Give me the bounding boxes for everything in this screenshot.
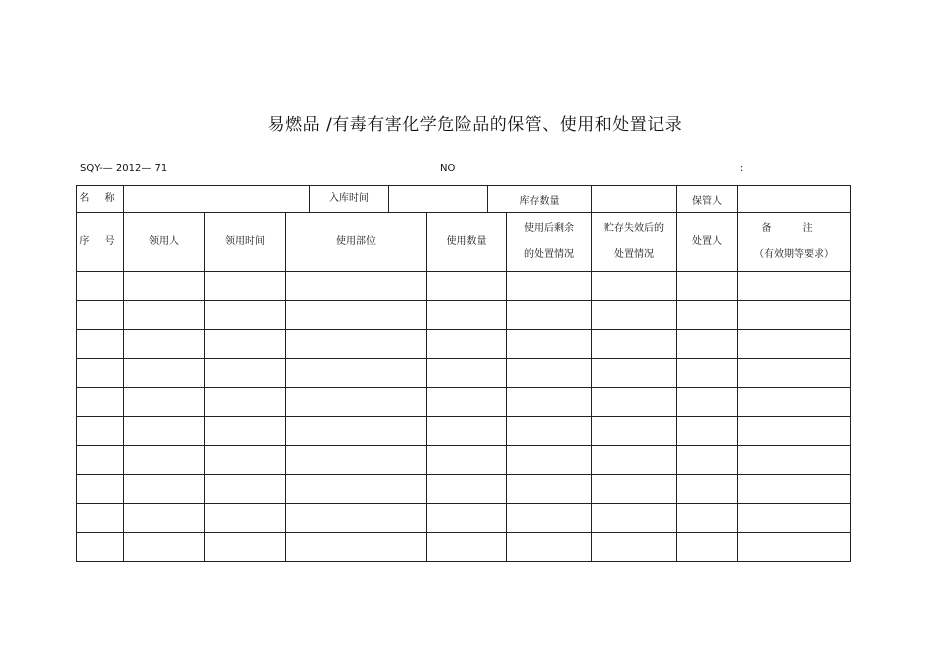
table-row <box>77 301 851 330</box>
table-row <box>77 533 851 562</box>
table-cell[interactable] <box>677 388 738 417</box>
table-cell[interactable] <box>427 330 507 359</box>
table-cell[interactable] <box>738 504 851 533</box>
table-cell[interactable] <box>205 388 286 417</box>
table-cell[interactable] <box>124 388 205 417</box>
col-header-remarks: 备 注 （有效期等要求） <box>738 213 851 272</box>
table-cell[interactable] <box>507 359 592 388</box>
col-header-usage-quantity: 使用数量 <box>427 213 507 272</box>
table-cell[interactable] <box>738 475 851 504</box>
table-cell[interactable] <box>592 504 677 533</box>
table-cell[interactable] <box>124 359 205 388</box>
col-header-expired-disposal: 贮存失效后的 处置情况 <box>592 213 677 272</box>
stock-qty-label: 库存数量 <box>488 186 592 213</box>
table-cell[interactable] <box>738 301 851 330</box>
table-cell[interactable] <box>592 388 677 417</box>
table-cell[interactable] <box>286 388 427 417</box>
table-cell[interactable] <box>205 272 286 301</box>
table-cell[interactable] <box>507 388 592 417</box>
table-cell[interactable] <box>205 417 286 446</box>
table-cell[interactable] <box>738 417 851 446</box>
table-cell[interactable] <box>286 504 427 533</box>
table-cell[interactable] <box>507 301 592 330</box>
table-cell[interactable] <box>77 504 124 533</box>
document-code: SQY-— 2012— 71 <box>80 163 168 174</box>
table-cell[interactable] <box>286 330 427 359</box>
col-header-serial: 序 号 <box>77 213 124 272</box>
stock-qty-value-cell[interactable] <box>592 186 677 213</box>
keeper-label: 保管人 <box>677 186 738 213</box>
table-cell[interactable] <box>738 272 851 301</box>
table-cell[interactable] <box>738 359 851 388</box>
table-cell[interactable] <box>205 533 286 562</box>
table-row <box>77 272 851 301</box>
record-number-colon: : <box>740 163 744 174</box>
table-cell[interactable] <box>427 475 507 504</box>
table-cell[interactable] <box>592 330 677 359</box>
table-cell[interactable] <box>507 417 592 446</box>
table-cell[interactable] <box>507 533 592 562</box>
table-cell[interactable] <box>677 301 738 330</box>
table-cell[interactable] <box>738 330 851 359</box>
table-cell[interactable] <box>124 475 205 504</box>
table-cell[interactable] <box>77 533 124 562</box>
table-row <box>77 417 851 446</box>
table-cell[interactable] <box>592 272 677 301</box>
table-cell[interactable] <box>124 272 205 301</box>
in-time-value-cell[interactable] <box>389 186 488 213</box>
table-cell[interactable] <box>592 446 677 475</box>
keeper-value-cell[interactable] <box>738 186 851 213</box>
table-cell[interactable] <box>507 504 592 533</box>
table-cell[interactable] <box>124 504 205 533</box>
table-cell[interactable] <box>592 533 677 562</box>
table-cell[interactable] <box>738 388 851 417</box>
table-cell[interactable] <box>77 388 124 417</box>
table-cell[interactable] <box>286 359 427 388</box>
table-cell[interactable] <box>507 272 592 301</box>
table-cell[interactable] <box>507 475 592 504</box>
col-header-receive-time: 领用时间 <box>205 213 286 272</box>
table-row <box>77 359 851 388</box>
col-header-recipient: 领用人 <box>124 213 205 272</box>
table-cell[interactable] <box>507 446 592 475</box>
table-cell[interactable] <box>124 301 205 330</box>
table-row <box>77 504 851 533</box>
table-cell[interactable] <box>592 359 677 388</box>
table-cell[interactable] <box>427 388 507 417</box>
table-cell[interactable] <box>77 330 124 359</box>
in-time-label: 入库时间 <box>310 186 389 213</box>
table-cell[interactable] <box>286 417 427 446</box>
table-row <box>77 388 851 417</box>
col-header-disposer: 处置人 <box>677 213 738 272</box>
table-cell[interactable] <box>124 446 205 475</box>
table-cell[interactable] <box>205 504 286 533</box>
name-value-cell[interactable] <box>124 186 310 213</box>
table-cell[interactable] <box>427 272 507 301</box>
table-cell[interactable] <box>77 272 124 301</box>
table-cell[interactable] <box>205 359 286 388</box>
table-cell[interactable] <box>77 417 124 446</box>
table-cell[interactable] <box>427 533 507 562</box>
col-header-usage-location: 使用部位 <box>286 213 427 272</box>
table-cell[interactable] <box>205 475 286 504</box>
table-row <box>77 475 851 504</box>
table-cell[interactable] <box>427 446 507 475</box>
table-cell[interactable] <box>677 359 738 388</box>
table-cell[interactable] <box>124 533 205 562</box>
table-cell[interactable] <box>738 533 851 562</box>
table-cell[interactable] <box>677 533 738 562</box>
table-cell[interactable] <box>77 301 124 330</box>
table-cell[interactable] <box>77 359 124 388</box>
record-table <box>76 185 851 562</box>
table-cell[interactable] <box>77 475 124 504</box>
document-title: 易燃品 /有毒有害化学危险品的保管、使用和处置记录 <box>267 115 683 135</box>
table-cell[interactable] <box>77 446 124 475</box>
table-cell[interactable] <box>677 417 738 446</box>
table-row <box>77 446 851 475</box>
table-cell[interactable] <box>427 417 507 446</box>
table-cell[interactable] <box>205 446 286 475</box>
table-cell[interactable] <box>592 475 677 504</box>
table-cell[interactable] <box>124 417 205 446</box>
table-cell[interactable] <box>677 475 738 504</box>
table-cell[interactable] <box>205 301 286 330</box>
table-cell[interactable] <box>286 533 427 562</box>
table-cell[interactable] <box>286 446 427 475</box>
table-row <box>77 330 851 359</box>
table-cell[interactable] <box>507 330 592 359</box>
table-cell[interactable] <box>427 504 507 533</box>
table-cell[interactable] <box>286 475 427 504</box>
table-cell[interactable] <box>592 417 677 446</box>
table-cell[interactable] <box>427 301 507 330</box>
table-cell[interactable] <box>677 330 738 359</box>
header-row <box>77 213 851 272</box>
name-label: 名 称 <box>77 186 124 213</box>
col-header-remaining-disposal: 使用后剩余 的处置情况 <box>507 213 592 272</box>
table-cell[interactable] <box>677 272 738 301</box>
table-cell[interactable] <box>677 504 738 533</box>
table-cell[interactable] <box>738 446 851 475</box>
table-cell[interactable] <box>286 301 427 330</box>
table-cell[interactable] <box>124 330 205 359</box>
table-cell[interactable] <box>286 272 427 301</box>
info-row <box>77 186 851 213</box>
table-cell[interactable] <box>592 301 677 330</box>
table-cell[interactable] <box>205 330 286 359</box>
record-number-label: NO <box>440 163 456 174</box>
table-cell[interactable] <box>427 359 507 388</box>
table-cell[interactable] <box>677 446 738 475</box>
